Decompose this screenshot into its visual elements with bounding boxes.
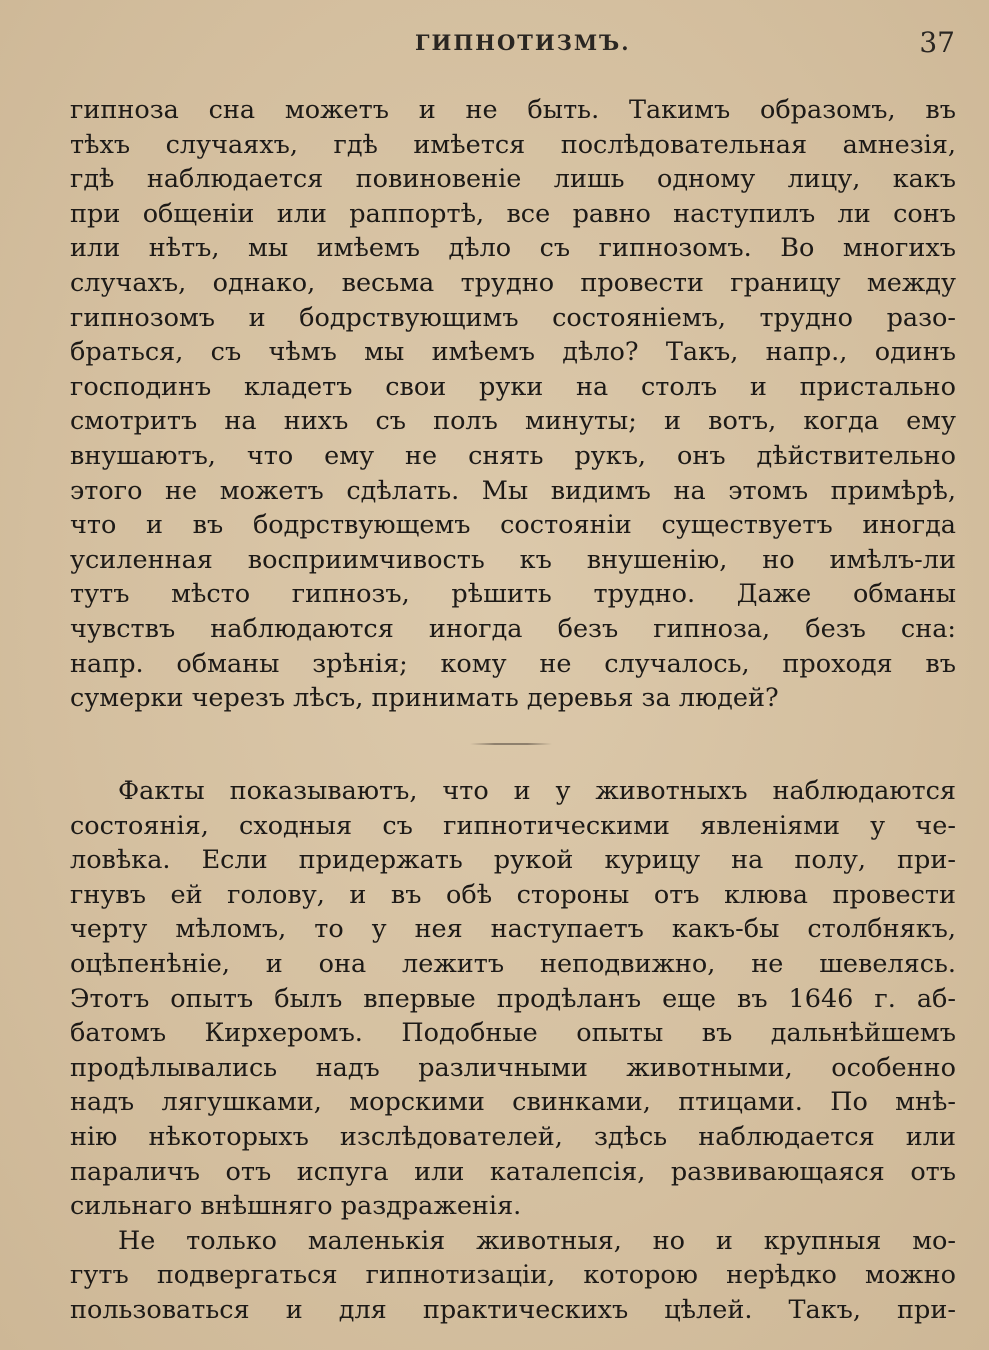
text-line: что и въ бодрствующемъ состояніи существуетъ иногда (70, 510, 956, 541)
text-line: гипнозомъ и бодрствующимъ состояніемъ, трудно разо- (70, 302, 956, 333)
text-line: гутъ подвергаться гипнотизаціи, которою нерѣдко можно (70, 1260, 956, 1291)
text-line: гипноза сна можетъ и не быть. Такимъ образомъ, въ (70, 95, 956, 125)
text-line: оцѣпенѣніе, и она лежитъ неподвижно, не шевелясь. (70, 948, 956, 979)
running-title: ГИПНОТИЗМЪ. (415, 30, 631, 55)
text-line: усиленная восприимчивость къ внушенію, но имѣлъ-ли (70, 544, 956, 575)
paragraph-1 (70, 93, 956, 716)
text-line: этого не можетъ сдѣлать. Мы видимъ на этомъ примѣрѣ, (70, 475, 956, 506)
text-line: ловѣка. Если придержать рукой курицу на полу, при- (70, 845, 956, 876)
text-line: Факты показываютъ, что и у животныхъ наблюдаются (118, 776, 956, 806)
text-line: или нѣтъ, мы имѣемъ дѣло съ гипнозомъ. Во многихъ (70, 233, 956, 264)
text-line: сильнаго внѣшняго раздраженія. (70, 1191, 522, 1222)
text-line: сумерки черезъ лѣсъ, принимать деревья за людей? (70, 683, 779, 714)
text-line: параличъ отъ испуга или каталепсія, развивающаяся отъ (70, 1156, 956, 1187)
section-separator (470, 743, 552, 745)
text-line: надъ лягушками, морскими свинками, птицами. По мнѣ- (70, 1087, 956, 1118)
text-line: Этотъ опытъ былъ впервые продѣланъ еще въ 1646 г. аб- (70, 983, 956, 1014)
text-line: чувствъ наблюдаются иногда безъ гипноза, безъ сна: (70, 613, 956, 644)
text-line: черту мѣломъ, то у нея наступаетъ какъ-бы столбнякъ, (70, 914, 956, 945)
page-header (70, 26, 960, 62)
page-number: 37 (919, 26, 955, 59)
text-line: случахъ, однако, весьма трудно провести границу между (70, 267, 956, 298)
text-line: нію нѣкоторыхъ изслѣдователей, здѣсь наблюдается или (70, 1121, 956, 1152)
text-line: браться, съ чѣмъ мы имѣемъ дѣло? Такъ, напр., одинъ (70, 337, 956, 368)
text-line: тутъ мѣсто гипнозъ, рѣшить трудно. Даже обманы (70, 579, 956, 610)
text-line: продѣлывались надъ различными животными, особенно (70, 1052, 956, 1083)
text-line: тѣхъ случаяхъ, гдѣ имѣется послѣдовательная амнезія, (70, 129, 956, 160)
text-line: гнувъ ей голову, и въ обѣ стороны отъ клюва провести (70, 879, 956, 910)
text-line: внушаютъ, что ему не снять рукъ, онъ дѣйствительно (70, 440, 956, 471)
text-line: напр. обманы зрѣнія; кому не случалось, проходя въ (70, 648, 956, 679)
text-line: пользоваться и для практическихъ цѣлей. Такъ, при- (70, 1294, 956, 1325)
text-line: смотритъ на нихъ съ полъ минуты; и вотъ, когда ему (70, 406, 956, 437)
paragraph-2 (70, 774, 956, 1328)
text-line: гдѣ наблюдается повиновеніе лишь одному лицу, какъ (70, 164, 956, 195)
text-line: батомъ Кирхеромъ. Подобные опыты въ дальнѣйшемъ (70, 1018, 956, 1049)
text-line: господинъ кладетъ свои руки на столъ и пристально (70, 371, 956, 402)
text-line: состоянія, сходныя съ гипнотическими явленіями у че- (70, 810, 956, 841)
text-line: при общеніи или раппортѣ, все равно наступилъ ли сонъ (70, 198, 956, 229)
text-line: Не только маленькія животныя, но и крупныя мо- (118, 1225, 956, 1256)
